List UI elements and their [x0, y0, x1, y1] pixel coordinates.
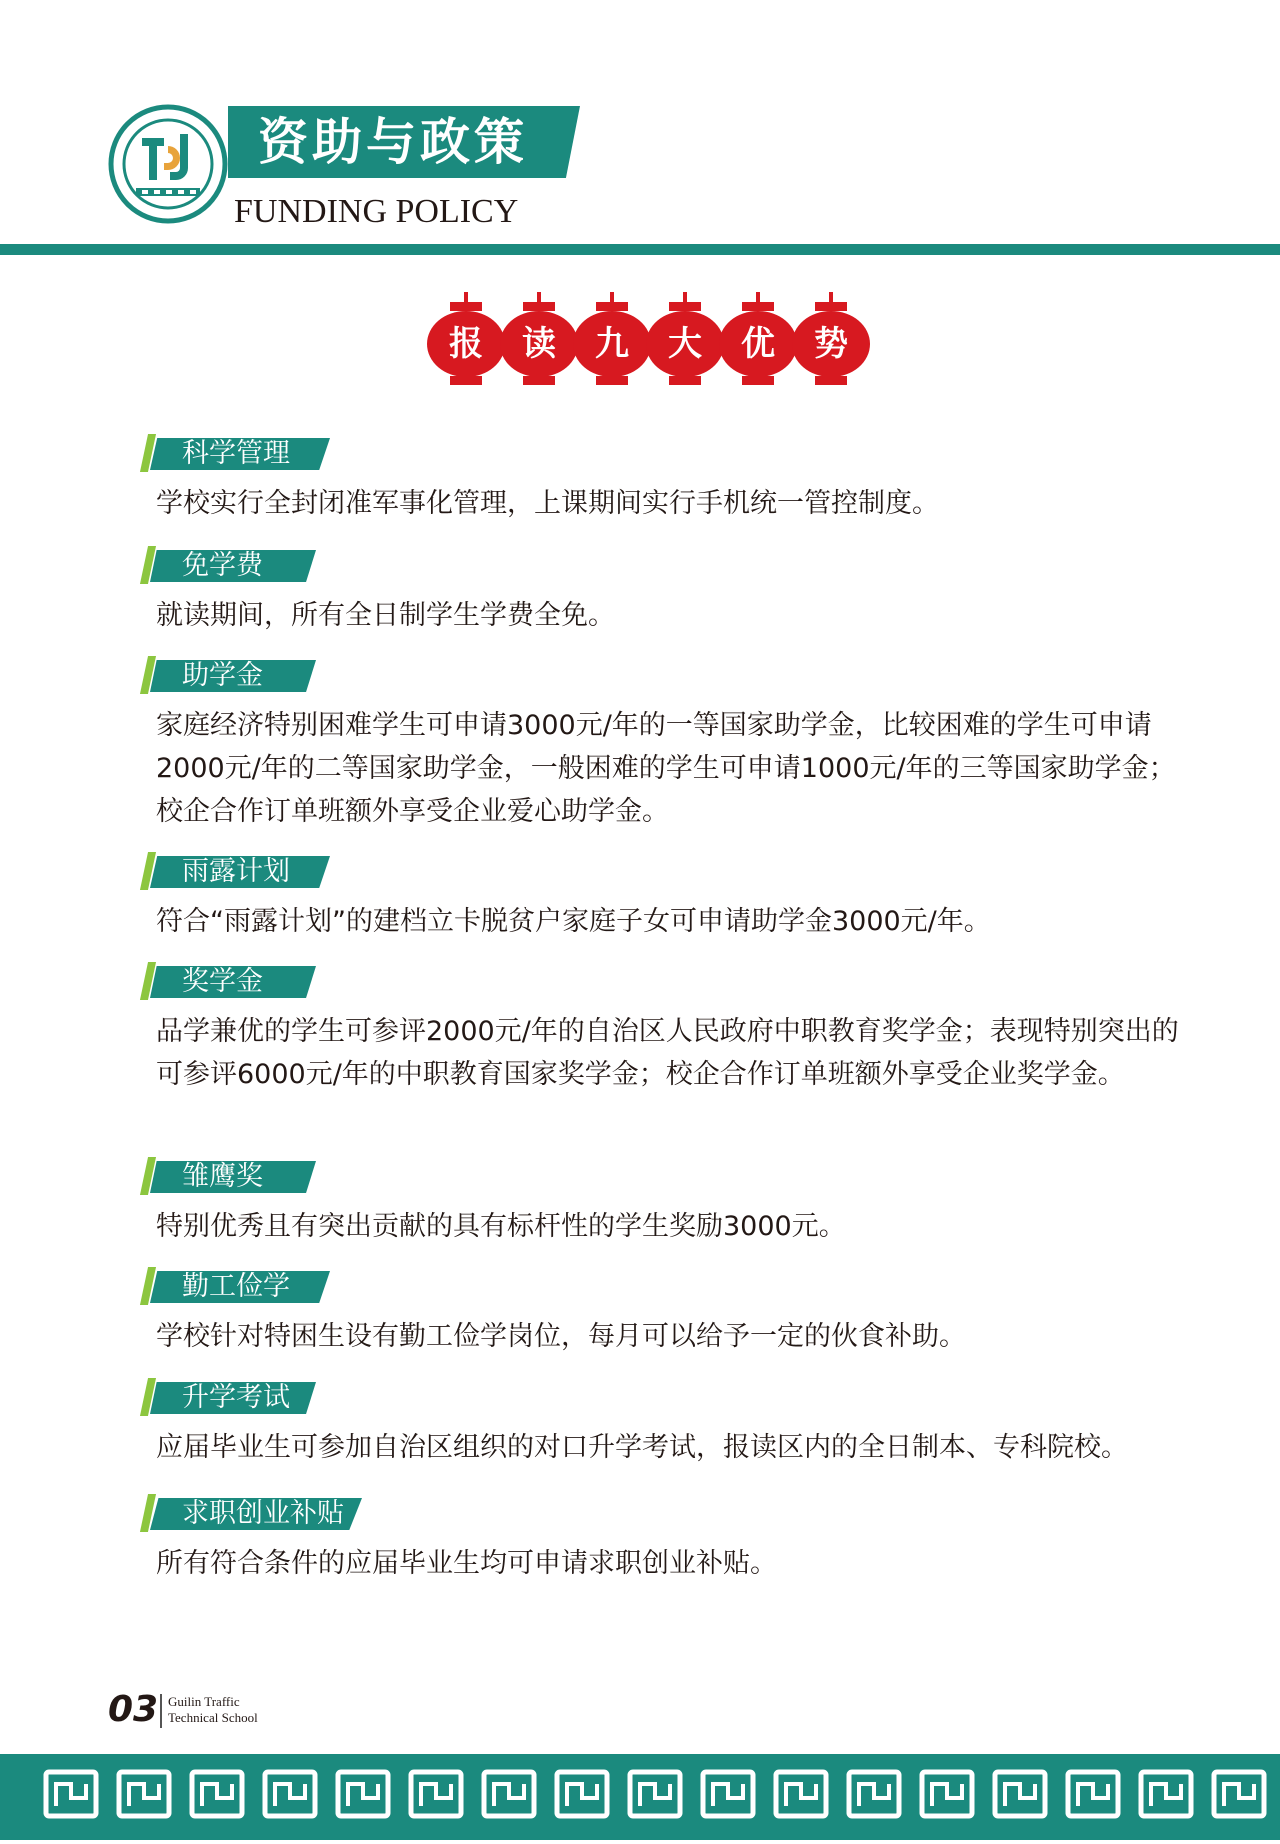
policy-section — [134, 1267, 1194, 1358]
page-number-divider — [160, 1694, 162, 1728]
section-text: 符合“雨露计划”的建档立卡脱贫户家庭子女可申请助学金3000元/年。 — [156, 906, 991, 937]
school-name — [168, 1694, 258, 1726]
lantern-character: 读 — [522, 324, 556, 364]
lantern — [792, 292, 870, 385]
school-logo — [108, 104, 228, 224]
lantern — [573, 292, 651, 385]
lantern-character: 优 — [741, 324, 775, 364]
fret-motif — [1214, 1772, 1264, 1816]
fret-motif — [119, 1772, 169, 1816]
section-text: 应届毕业生可参加自治区组织的对口升学考试，报读区内的全日制本、专科院校。 — [156, 1432, 1128, 1463]
fret-motif — [557, 1772, 607, 1816]
policy-section — [134, 656, 1194, 833]
policy-section — [134, 962, 1194, 1096]
school-name-line2: Technical School — [168, 1710, 258, 1725]
fret-motif — [1068, 1772, 1118, 1816]
section-title: 升学考试 — [182, 1382, 290, 1413]
section-title: 奖学金 — [182, 966, 263, 997]
header-divider — [0, 244, 1280, 255]
fret-motif — [776, 1772, 826, 1816]
lantern-banner — [420, 292, 880, 392]
section-text: 学校针对特困生设有勤工俭学岗位，每月可以给予一定的伙食补助。 — [156, 1321, 966, 1352]
policy-section — [134, 434, 1194, 525]
section-text: 特别优秀且有突出贡献的具有标杆性的学生奖励3000元。 — [156, 1211, 846, 1242]
policy-section — [134, 1157, 1194, 1248]
fret-motif — [192, 1772, 242, 1816]
section-title: 雨露计划 — [182, 856, 290, 887]
school-name-line1: Guilin Traffic — [168, 1694, 240, 1709]
fret-motif — [1141, 1772, 1191, 1816]
section-tag — [134, 434, 1194, 472]
fret-motif — [338, 1772, 388, 1816]
policy-section — [134, 1378, 1194, 1469]
lantern — [427, 292, 505, 385]
lantern-character: 大 — [668, 324, 702, 364]
section-text: 家庭经济特别困难学生可申请3000元/年的一等国家助学金，比较困难的学生可申请2000元/年的二等国家助学金，一般困难的学生可申请1000元/年的三等国家助学金；校企合作订单班额外享受企业爱心助学金。 — [156, 710, 1176, 827]
policy-section — [134, 1494, 1194, 1585]
lantern-character: 势 — [814, 324, 848, 364]
page-title: 资助与政策 — [258, 112, 528, 171]
section-tag — [134, 1267, 1194, 1305]
section-title: 助学金 — [182, 660, 263, 691]
section-title: 雏鹰奖 — [182, 1161, 263, 1192]
fret-motif — [265, 1772, 315, 1816]
lantern — [646, 292, 724, 385]
fret-motif — [411, 1772, 461, 1816]
section-tag — [134, 1494, 1194, 1532]
section-tag — [134, 656, 1194, 694]
section-title: 免学费 — [182, 550, 263, 581]
section-title: 勤工俭学 — [182, 1271, 290, 1302]
section-tag — [134, 852, 1194, 890]
lantern-graphic — [420, 292, 880, 392]
footer-pattern-band — [0, 1754, 1280, 1840]
section-text: 就读期间，所有全日制学生学费全免。 — [156, 600, 615, 631]
fret-motif — [484, 1772, 534, 1816]
section-text: 学校实行全封闭准军事化管理，上课期间实行手机统一管控制度。 — [156, 488, 939, 519]
section-tag — [134, 1157, 1194, 1195]
fret-motif — [630, 1772, 680, 1816]
lantern-character: 九 — [595, 324, 629, 364]
section-title: 科学管理 — [182, 438, 290, 469]
lantern — [500, 292, 578, 385]
fret-motif — [46, 1772, 96, 1816]
fret-motif — [849, 1772, 899, 1816]
section-tag — [134, 546, 1194, 584]
section-text: 品学兼优的学生可参评2000元/年的自治区人民政府中职教育奖学金；表现特别突出的可参评6000元/年的中职教育国家奖学金；校企合作订单班额外享受企业奖学金。 — [156, 1016, 1179, 1090]
page-number: 03 — [108, 1689, 159, 1730]
lantern-character: 报 — [449, 324, 483, 364]
fret-pattern — [0, 1754, 1280, 1840]
lantern — [719, 292, 797, 385]
section-tag — [134, 962, 1194, 1000]
policy-section — [134, 546, 1194, 637]
fret-motif — [703, 1772, 753, 1816]
section-text: 所有符合条件的应届毕业生均可申请求职创业补贴。 — [156, 1548, 777, 1579]
fret-motif — [995, 1772, 1045, 1816]
page-subtitle: FUNDING POLICY — [234, 193, 519, 230]
policy-section — [134, 852, 1194, 943]
fret-motif — [922, 1772, 972, 1816]
section-tag — [134, 1378, 1194, 1416]
section-title: 求职创业补贴 — [182, 1498, 344, 1529]
